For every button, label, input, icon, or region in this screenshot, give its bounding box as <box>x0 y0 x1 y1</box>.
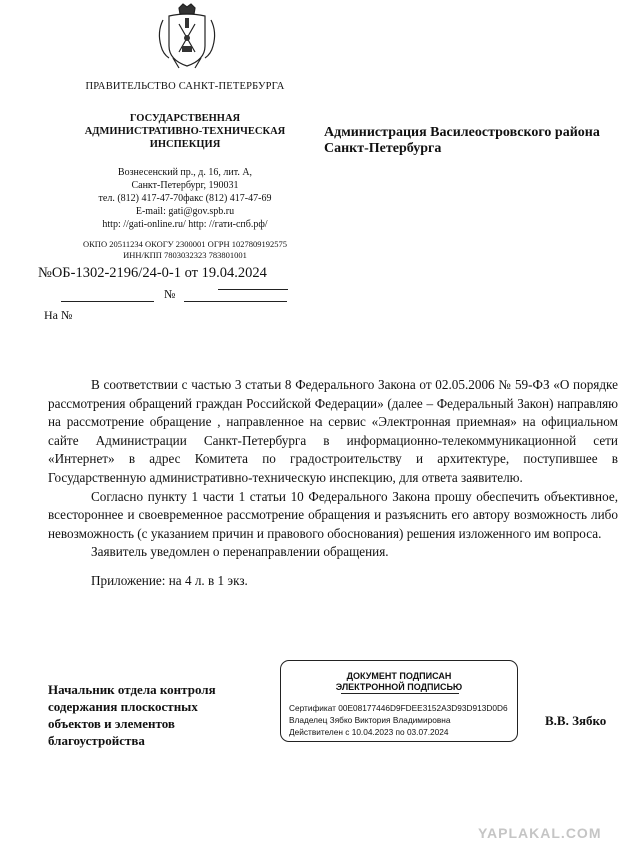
coat-of-arms-icon <box>149 2 225 72</box>
stamp-validity: Действителен с 10.04.2023 по 03.07.2024 <box>289 727 449 737</box>
email-line: E-mail: gati@gov.spb.ru <box>135 206 235 217</box>
organization-address <box>40 166 330 231</box>
phone-line: тел. (812) 417-47-70факс (812) 417-47-69 <box>98 193 272 204</box>
stamp-certificate: Сертификат 00E08177446D9FDEE3152A3D93D913D0D6 <box>289 703 508 713</box>
addressee-line: Санкт-Петербурга <box>324 141 442 156</box>
signer-line: объектов и элементов <box>48 716 175 731</box>
addressee <box>324 125 624 157</box>
signer-line: содержания плоскостных <box>48 699 198 714</box>
website-line: http: //gati-online.ru/ http: //гати-спб.рф/ <box>102 219 268 230</box>
stamp-owner: Владелец Зябко Виктория Владимировна <box>289 715 451 725</box>
reply-to-label: На № <box>44 308 73 322</box>
address-line: Вознесенский пр., д. 16, лит. А, <box>117 167 253 178</box>
letter-body <box>48 376 618 591</box>
stamp-title: ДОКУМЕНТ ПОДПИСАН <box>346 671 452 681</box>
codes-line: ОКПО 20511234 ОКОГУ 2300001 ОГРН 1027809192575 <box>83 239 287 249</box>
addressee-line: Администрация Василеостровского района <box>324 125 600 140</box>
signer-position <box>48 681 268 749</box>
registry-codes <box>40 239 330 261</box>
electronic-signature-stamp <box>280 660 518 742</box>
number-blank-line <box>184 301 287 302</box>
body-paragraph: Согласно пункту 1 части 1 статьи 10 Федерального Закона прошу обеспечить объективное, всестороннее и своевременное рассмотрение обращения и разъяснить его автору возможность либо невозможность (с указанием причин и правового обоснования) решения изложенного им вопроса. <box>48 488 618 541</box>
signer-line: Начальник отдела контроля <box>48 682 216 697</box>
signature-name: В.В. Зябко <box>545 713 607 728</box>
top-blank-line <box>218 289 288 290</box>
watermark: YAPLAKAL.COM <box>478 825 602 841</box>
attachment-note: Приложение: на 4 л. в 1 экз. <box>91 572 248 588</box>
government-title: ПРАВИТЕЛЬСТВО САНКТ-ПЕТЕРБУРГА <box>85 81 285 92</box>
stamp-subtitle: ЭЛЕКТРОННОЙ ПОДПИСЬЮ <box>335 682 463 692</box>
org-line: ИНСПЕКЦИЯ <box>149 139 221 150</box>
registration-number: №ОБ-1302-2196/24-0-1 от 19.04.2024 <box>38 265 267 281</box>
date-blank-line <box>61 301 154 302</box>
org-line: АДМИНИСТРАТИВНО-ТЕХНИЧЕСКАЯ <box>84 126 286 137</box>
codes-line: ИНН/КПП 7803032323 783801001 <box>123 250 247 260</box>
address-line: Санкт-Петербург, 190031 <box>131 180 239 191</box>
body-paragraph: В соответствии с частью 3 статьи 8 Федерального Закона от 02.05.2006 № 59-ФЗ «О порядке рассмотрения обращений граждан Российской Федерации» (далее – Федеральный Закон) направляю на рассмотрение обращение , направленное на сервис «Электронная приемная» на официальном сайте Администрации Санкт-Петербурга в информационно-телекоммуникационной сети «Интернет» в адрес Комитета по градостроительству и архитектуре, поступившее в Государственную административно-техническую инспекцию, для ответа заявителю. <box>48 377 618 485</box>
signer-line: благоустройства <box>48 733 145 748</box>
body-paragraph: Заявитель уведомлен о перенаправлении обращения. <box>91 544 389 560</box>
organization-name <box>40 112 330 151</box>
number-label: № <box>164 287 176 301</box>
stamp-divider <box>341 693 459 694</box>
org-line: ГОСУДАРСТВЕННАЯ <box>129 113 241 124</box>
